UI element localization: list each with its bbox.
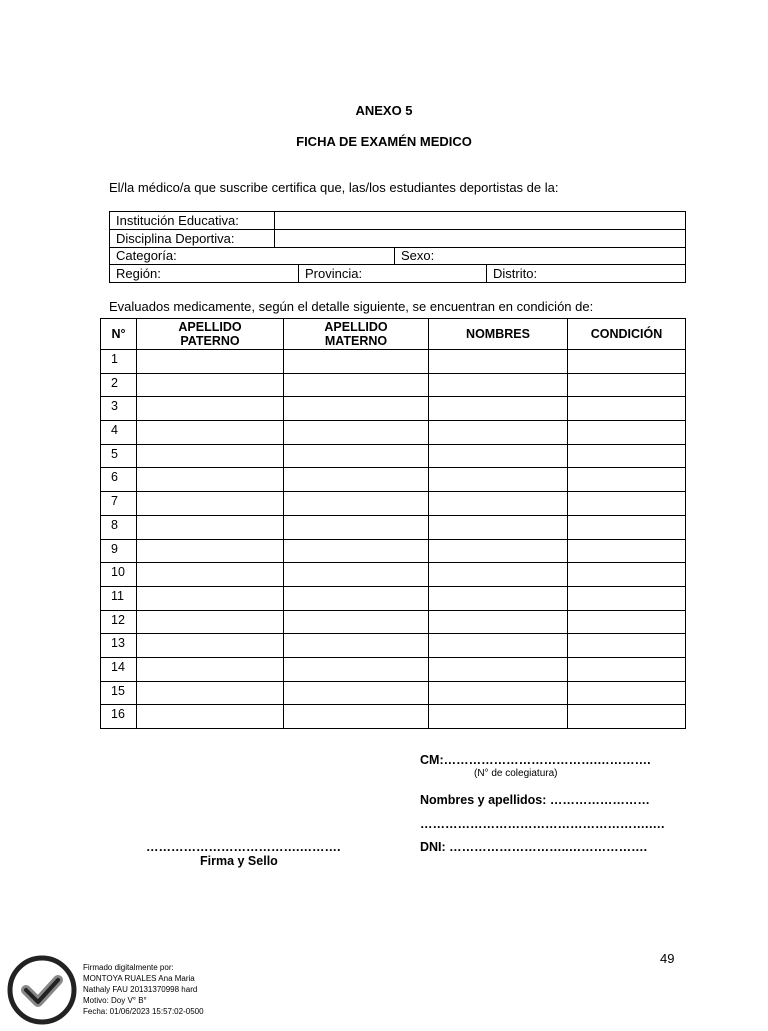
nombres-cell[interactable] [429,397,568,421]
condicion-cell[interactable] [568,515,686,539]
table-row [101,492,686,516]
col-header-paterno-line1: APELLIDO [178,320,242,334]
table-row [101,397,686,421]
condicion-cell[interactable] [568,681,686,705]
nombres-cell[interactable] [429,681,568,705]
table-row [101,586,686,610]
provincia-cell[interactable]: Provincia: [299,265,487,283]
categoria-row [109,247,686,265]
condicion-cell[interactable] [568,421,686,445]
nombres-cell[interactable] [429,586,568,610]
cm-note: (N° de colegiatura) [474,768,558,779]
paterno-cell[interactable] [137,397,284,421]
row-number: 14 [101,657,137,681]
digital-signature-text [83,962,204,1017]
col-header-materno-line1: APELLIDO [324,320,388,334]
institucion-label: Institución Educativa: [110,212,275,230]
sexo-cell[interactable]: Sexo: [395,247,686,265]
condicion-cell[interactable] [568,539,686,563]
region-cell[interactable]: Región: [110,265,299,283]
row-number: 3 [101,397,137,421]
condicion-cell[interactable] [568,492,686,516]
digital-signature-line3: Nathaly FAU 20131370998 hard [83,985,198,994]
table-row [101,373,686,397]
paterno-cell[interactable] [137,681,284,705]
materno-cell[interactable] [284,492,429,516]
nombres-cell[interactable] [429,705,568,729]
info-table [109,211,686,248]
condicion-cell[interactable] [568,705,686,729]
row-number: 9 [101,539,137,563]
table-row [101,563,686,587]
col-header-condicion: CONDICIÓN [568,319,686,350]
nombres-cell[interactable] [429,468,568,492]
nombres-cell[interactable] [429,563,568,587]
paterno-cell[interactable] [137,468,284,492]
row-number: 2 [101,373,137,397]
col-header-nombres: NOMBRES [429,319,568,350]
paterno-cell[interactable] [137,539,284,563]
table-row [101,539,686,563]
nombres-cell[interactable] [429,515,568,539]
digital-signature-line5: Fecha: 01/06/2023 15:57:02-0500 [83,1007,204,1016]
paterno-cell[interactable] [137,515,284,539]
table-row [101,705,686,729]
nombres-cell[interactable] [429,492,568,516]
condicion-cell[interactable] [568,397,686,421]
materno-cell[interactable] [284,397,429,421]
materno-cell[interactable] [284,444,429,468]
disciplina-field[interactable] [275,230,686,248]
condicion-cell[interactable] [568,563,686,587]
col-header-n: N° [101,319,137,350]
nombres-cell[interactable] [429,657,568,681]
condicion-cell[interactable] [568,444,686,468]
dni-field: DNI: ………………………..………………. [420,840,648,854]
intro-text: El/la médico/a que suscribe certifica que, las/los estudiantes deportistas de la: [109,180,559,195]
paterno-cell[interactable] [137,421,284,445]
row-number: 5 [101,444,137,468]
signature-line: ……………………………….………. [146,840,341,854]
digital-signature-line1: Firmado digitalmente por: [83,963,174,972]
paterno-cell[interactable] [137,492,284,516]
table-row [101,681,686,705]
condicion-cell[interactable] [568,586,686,610]
paterno-cell[interactable] [137,705,284,729]
annex-heading: ANEXO 5 [355,103,413,118]
row-number: 7 [101,492,137,516]
row-number: 8 [101,515,137,539]
condicion-cell[interactable] [568,468,686,492]
row-number: 4 [101,421,137,445]
table-row [101,468,686,492]
row-number: 16 [101,705,137,729]
condicion-cell[interactable] [568,373,686,397]
cm-field: CM:……………………………….…………. [420,753,651,767]
table-row [101,515,686,539]
col-header-paterno-line2: PATERNO [180,334,240,348]
col-header-materno-line2: MATERNO [324,334,388,348]
materno-cell[interactable] [284,705,429,729]
students-table [100,318,686,729]
nombres-cell[interactable] [429,634,568,658]
nombres-cell[interactable] [429,373,568,397]
materno-cell[interactable] [284,657,429,681]
row-number: 1 [101,350,137,374]
table-row [101,610,686,634]
document-title: FICHA DE EXAMÉN MEDICO [296,134,472,149]
table-row [101,657,686,681]
digital-signature-line4: Motivo: Doy V° B° [83,996,147,1005]
paterno-cell[interactable] [137,610,284,634]
materno-cell[interactable] [284,610,429,634]
paterno-cell[interactable] [137,586,284,610]
region-row [109,265,686,283]
condicion-cell[interactable] [568,634,686,658]
paterno-cell[interactable] [137,634,284,658]
paterno-cell[interactable] [137,373,284,397]
materno-cell[interactable] [284,539,429,563]
distrito-cell[interactable]: Distrito: [487,265,686,283]
nombres-cell[interactable] [429,610,568,634]
nombres-field: Nombres y apellidos: …………………… [420,793,650,807]
materno-cell[interactable] [284,468,429,492]
table-row [101,634,686,658]
nombres-continuation: ……………………………………………….…. [420,817,665,831]
institucion-field[interactable] [275,212,686,230]
disciplina-label: Disciplina Deportiva: [110,230,275,248]
materno-cell[interactable] [284,421,429,445]
nombres-cell[interactable] [429,444,568,468]
paterno-cell[interactable] [137,444,284,468]
table-row [101,350,686,374]
page-number: 49 [660,951,675,966]
condicion-cell[interactable] [568,657,686,681]
row-number: 11 [101,586,137,610]
materno-cell[interactable] [284,515,429,539]
row-number: 13 [101,634,137,658]
col-header-materno [284,319,429,350]
materno-cell[interactable] [284,350,429,374]
paterno-cell[interactable] [137,657,284,681]
nombres-cell[interactable] [429,421,568,445]
paterno-cell[interactable] [137,350,284,374]
table-row [101,421,686,445]
signature-label: Firma y Sello [200,854,278,868]
row-number: 15 [101,681,137,705]
digital-signature-line2: MONTOYA RUALES Ana Maria [83,974,195,983]
condicion-cell[interactable] [568,610,686,634]
checkmark-icon [6,954,78,1026]
table-row [101,444,686,468]
nombres-cell[interactable] [429,539,568,563]
paterno-cell[interactable] [137,563,284,587]
materno-cell[interactable] [284,373,429,397]
col-header-paterno [137,319,284,350]
categoria-cell[interactable]: Categoría: [110,247,395,265]
nombres-cell[interactable] [429,350,568,374]
row-number: 6 [101,468,137,492]
materno-cell[interactable] [284,563,429,587]
materno-cell[interactable] [284,681,429,705]
row-number: 12 [101,610,137,634]
row-number: 10 [101,563,137,587]
materno-cell[interactable] [284,586,429,610]
condicion-cell[interactable] [568,350,686,374]
materno-cell[interactable] [284,634,429,658]
evaluated-text: Evaluados medicamente, según el detalle siguiente, se encuentran en condición de: [109,299,594,314]
